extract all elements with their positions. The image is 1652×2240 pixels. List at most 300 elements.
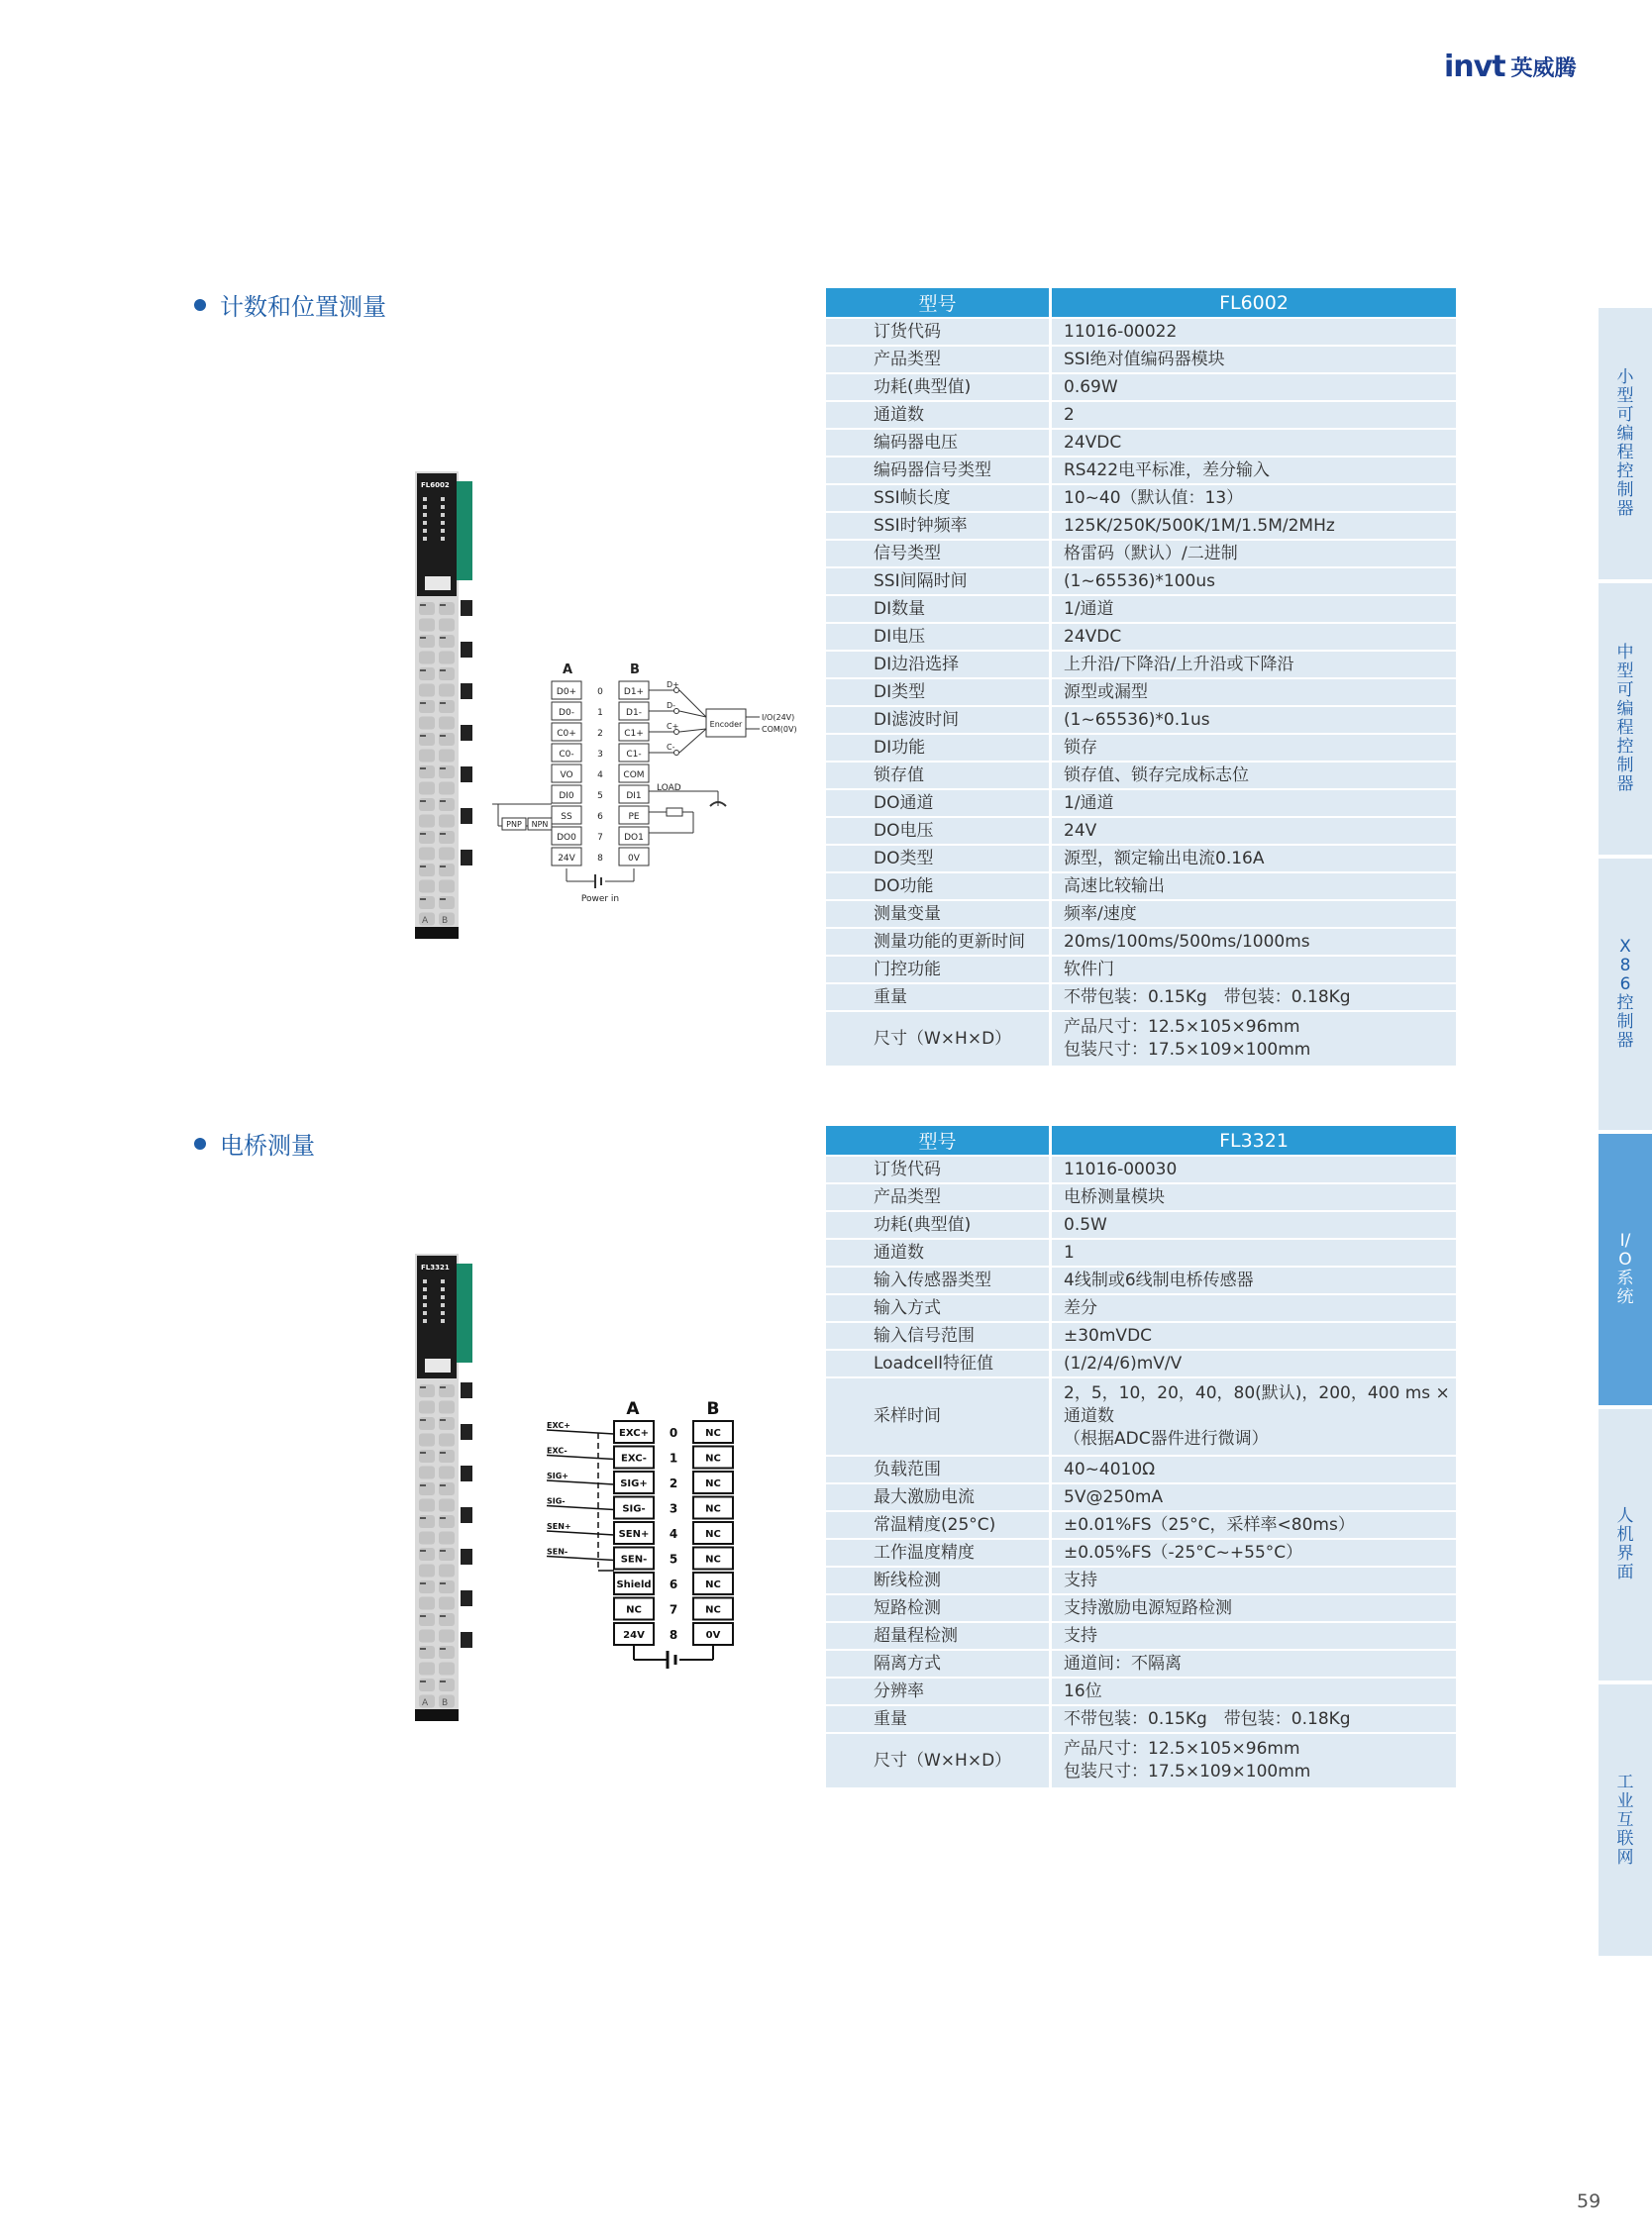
terminal-slot xyxy=(439,1548,455,1561)
table-row xyxy=(826,735,1456,763)
spec-value: 锁存值、锁存完成标志位 xyxy=(1052,763,1456,790)
terminal-marker xyxy=(440,800,446,802)
terminal-marker xyxy=(440,1419,446,1421)
terminal-slot xyxy=(419,1597,435,1610)
spec-label: 锁存值 xyxy=(826,763,1052,790)
terminal-slot xyxy=(439,798,455,811)
terminal-label-b: D1- xyxy=(626,708,642,718)
terminal-slot xyxy=(419,1417,435,1430)
terminal-number: 3 xyxy=(669,1501,678,1516)
terminal-number: 5 xyxy=(669,1552,678,1567)
terminal-slot xyxy=(439,864,455,876)
terminal-label-a: SEN+ xyxy=(618,1529,650,1540)
terminal-number: 8 xyxy=(669,1628,678,1642)
terminal-marker xyxy=(440,1582,446,1584)
table-row xyxy=(826,541,1456,568)
terminal-slot xyxy=(439,602,455,615)
spec-value-line: （根据ADC器件进行微调） xyxy=(1064,1429,1269,1449)
spec-value-line: 产品尺寸：12.5×105×96mm xyxy=(1064,1739,1300,1759)
terminal-label-a: EXC- xyxy=(621,1453,647,1465)
module-green-latch xyxy=(457,1264,472,1363)
spec-label: DI电压 xyxy=(826,624,1052,652)
table-row xyxy=(826,1012,1456,1068)
table-row xyxy=(826,929,1456,957)
terminal-marker xyxy=(440,1386,446,1388)
terminal-label-a: C0- xyxy=(559,750,574,760)
spec-label: 订货代码 xyxy=(826,1157,1052,1184)
terminal-label-b: 0V xyxy=(705,1630,721,1641)
side-tab-label: 人机界面 xyxy=(1616,1506,1634,1582)
wire xyxy=(547,1531,614,1535)
spec-value: SSI绝对值编码器模块 xyxy=(1052,347,1456,374)
side-connector xyxy=(461,642,472,658)
spec-value: 5V@250mA xyxy=(1052,1484,1456,1512)
spec-label: 门控功能 xyxy=(826,957,1052,984)
module-foot-label: A xyxy=(422,1698,429,1708)
spec-value: 高速比较输出 xyxy=(1052,873,1456,901)
table-row xyxy=(826,319,1456,347)
terminal-number: 4 xyxy=(669,1527,678,1541)
signal-label: D- xyxy=(667,701,676,710)
spec-value-line: 包装尺寸：17.5×109×100mm xyxy=(1064,1762,1311,1782)
wire xyxy=(547,1480,614,1484)
side-tab-hmi[interactable] xyxy=(1599,1409,1652,1680)
terminal-label-b: NC xyxy=(705,1478,721,1489)
table-row xyxy=(826,652,1456,679)
spec-label: SSI间隔时间 xyxy=(826,568,1052,596)
terminal-slot xyxy=(439,733,455,746)
spec-value: (1/2/4/6)mV/V xyxy=(1052,1351,1456,1378)
spec-label: 信号类型 xyxy=(826,541,1052,568)
spec-value: ±0.01%FS（25°C，采样率<80ms） xyxy=(1052,1512,1456,1540)
wire xyxy=(547,1557,614,1561)
spec-label: DI功能 xyxy=(826,735,1052,763)
led-indicator xyxy=(441,521,445,525)
side-connector xyxy=(461,1382,472,1398)
table-row xyxy=(826,1295,1456,1323)
table-row xyxy=(826,374,1456,402)
side-connector xyxy=(461,600,472,616)
terminal-slot xyxy=(419,1515,435,1528)
terminal-marker xyxy=(440,1484,446,1486)
terminal-slot xyxy=(419,1565,435,1578)
spec-label: DI类型 xyxy=(826,679,1052,707)
terminal-marker xyxy=(440,767,446,769)
terminal-slot xyxy=(439,1646,455,1659)
spec-label: 测量功能的更新时间 xyxy=(826,929,1052,957)
table-header-row xyxy=(826,1126,1456,1157)
terminal-marker xyxy=(420,604,426,606)
spec-label: 功耗(典型值) xyxy=(826,1212,1052,1240)
terminal-label-a: VO xyxy=(560,770,573,780)
spec-label: DI数量 xyxy=(826,596,1052,624)
side-tab-label: 小型可编程控制器 xyxy=(1616,367,1634,519)
table-row xyxy=(826,1651,1456,1679)
table-row xyxy=(826,513,1456,541)
side-tab-medium-plc[interactable] xyxy=(1599,583,1652,855)
header-model-label: 型号 xyxy=(826,1126,1052,1157)
terminal-marker xyxy=(420,1419,426,1421)
header-model-value: FL3321 xyxy=(1052,1126,1456,1157)
table-row xyxy=(826,1457,1456,1484)
terminal-marker xyxy=(440,637,446,639)
spec-value: 支持激励电源短路检测 xyxy=(1052,1595,1456,1623)
encoder-label: Encoder xyxy=(709,720,743,729)
side-tab-io-system[interactable] xyxy=(1599,1134,1652,1405)
table-row xyxy=(826,1157,1456,1184)
led-indicator xyxy=(423,497,427,501)
table-row xyxy=(826,707,1456,735)
spec-value: 1/通道 xyxy=(1052,790,1456,818)
terminal-slot xyxy=(439,1434,455,1447)
led-indicator xyxy=(441,1287,445,1291)
terminal-number: 3 xyxy=(597,750,603,760)
sensor-wire-label: SIG- xyxy=(547,1496,566,1506)
terminal-slot xyxy=(439,1450,455,1463)
spec-label: 重量 xyxy=(826,984,1052,1012)
led-indicator xyxy=(441,505,445,509)
terminal-slot xyxy=(439,619,455,632)
led-indicator xyxy=(423,505,427,509)
table-row xyxy=(826,1734,1456,1789)
terminal-slot xyxy=(419,733,435,746)
table-row xyxy=(826,1212,1456,1240)
spec-value: 支持 xyxy=(1052,1568,1456,1595)
terminal-slot xyxy=(439,1580,455,1593)
wire xyxy=(679,711,706,717)
terminal-label-b: DI1 xyxy=(626,791,642,801)
terminal-number: 1 xyxy=(597,708,603,718)
io-label: I/O(24V) xyxy=(762,713,795,722)
side-tab-label: X86控制器 xyxy=(1616,937,1634,1051)
terminal-slot xyxy=(439,1482,455,1495)
terminal-slot xyxy=(419,1401,435,1414)
side-tab-small-plc[interactable] xyxy=(1599,308,1652,579)
spec-label: 隔离方式 xyxy=(826,1651,1052,1679)
led-indicator xyxy=(441,497,445,501)
spec-value: 0.69W xyxy=(1052,374,1456,402)
spec-value: 1 xyxy=(1052,1240,1456,1268)
table-row xyxy=(826,1679,1456,1706)
terminal-slot xyxy=(439,717,455,730)
spec-value: 差分 xyxy=(1052,1295,1456,1323)
terminal-marker xyxy=(420,833,426,835)
terminal-number: 0 xyxy=(597,687,603,697)
terminal-slot xyxy=(439,1679,455,1691)
load-label: LOAD xyxy=(657,783,681,793)
spec-value: 11016-00022 xyxy=(1052,319,1456,347)
terminal-label-a: NC xyxy=(626,1604,642,1616)
spec-value: 24V xyxy=(1052,818,1456,846)
terminal-marker xyxy=(420,1582,426,1584)
table-row xyxy=(826,430,1456,458)
table-row xyxy=(826,873,1456,901)
spec-value: 11016-00030 xyxy=(1052,1157,1456,1184)
led-indicator xyxy=(423,1303,427,1307)
terminal-marker xyxy=(440,1615,446,1617)
terminal-label-b: PE xyxy=(628,812,640,822)
module-fl6002-image xyxy=(411,471,480,939)
sensor-wire-label: SEN- xyxy=(547,1547,568,1557)
brand-logo xyxy=(1444,50,1577,84)
side-tab-iiot[interactable] xyxy=(1599,1684,1652,1956)
terminal-marker xyxy=(440,1452,446,1454)
terminal-slot xyxy=(439,1630,455,1643)
terminal-label-a: Shield xyxy=(616,1579,652,1590)
table-row xyxy=(826,458,1456,485)
module-green-latch xyxy=(457,481,472,580)
terminal-slot xyxy=(439,815,455,828)
terminal-marker xyxy=(420,1648,426,1650)
terminal-marker xyxy=(420,1615,426,1617)
terminal-marker xyxy=(440,833,446,835)
terminal-label-a: D0- xyxy=(559,708,574,718)
spec-label: DO电压 xyxy=(826,818,1052,846)
table-row xyxy=(826,1351,1456,1378)
spec-value: 频率/速度 xyxy=(1052,901,1456,929)
spec-value: 0.5W xyxy=(1052,1212,1456,1240)
spec-value: 源型，额定输出电流0.16A xyxy=(1052,846,1456,873)
logo-chinese: 英威腾 xyxy=(1510,56,1577,81)
terminal-marker xyxy=(420,1386,426,1388)
table-row xyxy=(826,846,1456,873)
sensor-wire-label: EXC+ xyxy=(547,1421,570,1430)
terminal-slot xyxy=(439,1565,455,1578)
power-in-label: Power in xyxy=(580,894,620,904)
terminal-slot xyxy=(419,1384,435,1397)
spec-label: 尺寸（W×H×D） xyxy=(826,1012,1052,1068)
table-row xyxy=(826,957,1456,984)
spec-value: 电桥测量模块 xyxy=(1052,1184,1456,1212)
spec-label: DI滤波时间 xyxy=(826,707,1052,735)
wire xyxy=(547,1456,614,1460)
pnp-label: PNP xyxy=(506,820,522,829)
terminal-number: 1 xyxy=(669,1451,678,1466)
spec-label: DO功能 xyxy=(826,873,1052,901)
spec-label: 产品类型 xyxy=(826,1184,1052,1212)
terminal-slot xyxy=(439,1613,455,1626)
terminal-label-b: 0V xyxy=(628,854,640,864)
terminal-slot xyxy=(439,765,455,778)
terminal-marker xyxy=(420,1550,426,1552)
terminal-marker xyxy=(440,898,446,900)
spec-label: 工作温度精度 xyxy=(826,1540,1052,1568)
terminal-slot xyxy=(439,1597,455,1610)
table-header-row xyxy=(826,288,1456,319)
terminal-number: 6 xyxy=(597,812,603,822)
terminal-label-b: NC xyxy=(705,1529,721,1540)
section-title-bridge xyxy=(194,1126,315,1161)
terminal-slot xyxy=(419,1434,435,1447)
spec-value: 源型或漏型 xyxy=(1052,679,1456,707)
terminal-slot xyxy=(419,782,435,795)
terminal-number: 5 xyxy=(597,791,603,801)
terminal-slot xyxy=(439,700,455,713)
spec-label: 负载范围 xyxy=(826,1457,1052,1484)
table-row xyxy=(826,1323,1456,1351)
terminal-label-a: SEN- xyxy=(620,1554,648,1566)
terminal-slot xyxy=(439,1663,455,1676)
spec-table-fl6002 xyxy=(826,288,1456,1068)
npn-label: NPN xyxy=(531,820,549,829)
table-row xyxy=(826,763,1456,790)
side-tab-x86[interactable] xyxy=(1599,859,1652,1130)
spec-value: 上升沿/下降沿/上升沿或下降沿 xyxy=(1052,652,1456,679)
terminal-marker xyxy=(440,702,446,704)
table-row xyxy=(826,568,1456,596)
terminal-label-a: 24V xyxy=(558,854,575,864)
spec-value: 16位 xyxy=(1052,1679,1456,1706)
terminal-marker xyxy=(440,1517,446,1519)
terminal-marker xyxy=(440,604,446,606)
led-indicator xyxy=(441,1279,445,1283)
sensor-wire-label: EXC- xyxy=(547,1446,568,1456)
signal-label: C- xyxy=(667,743,675,752)
terminal-label-b: D1+ xyxy=(623,687,645,697)
page-number: 59 xyxy=(1577,2190,1601,2212)
terminal-slot xyxy=(419,1630,435,1643)
spec-label: 功耗(典型值) xyxy=(826,374,1052,402)
section-title-counting xyxy=(194,287,386,322)
terminal-slot xyxy=(439,1532,455,1545)
terminal-slot xyxy=(419,880,435,893)
terminal-label-b: COM xyxy=(623,770,645,780)
table-row xyxy=(826,901,1456,929)
spec-table-fl3321 xyxy=(826,1126,1456,1789)
side-connector xyxy=(461,725,472,741)
table-row xyxy=(826,402,1456,430)
terminal-slot xyxy=(439,1515,455,1528)
led-indicator xyxy=(441,513,445,517)
spec-value: 格雷码（默认）/二进制 xyxy=(1052,541,1456,568)
terminal-marker xyxy=(420,1484,426,1486)
terminal-number: 6 xyxy=(669,1578,678,1591)
bullet-icon xyxy=(194,299,206,311)
column-a-label: A xyxy=(626,1399,640,1419)
terminal-slot xyxy=(419,1580,435,1593)
terminal-slot xyxy=(439,667,455,680)
table-row xyxy=(826,624,1456,652)
terminal-slot xyxy=(419,798,435,811)
terminal-slot xyxy=(419,1663,435,1676)
spec-value: 10~40（默认值：13） xyxy=(1052,485,1456,513)
table-row xyxy=(826,1623,1456,1651)
spec-label: DI边沿选择 xyxy=(826,652,1052,679)
led-indicator xyxy=(423,537,427,541)
spec-value: 不带包装：0.15Kg 带包装：0.18Kg xyxy=(1052,1706,1456,1734)
sensor-wire-label: SIG+ xyxy=(547,1472,569,1480)
terminal-slot xyxy=(419,1450,435,1463)
spec-value: 40~4010Ω xyxy=(1052,1457,1456,1484)
terminal-label-b: DO1 xyxy=(624,833,644,843)
spec-value xyxy=(1052,1378,1456,1457)
spec-label: 编码器信号类型 xyxy=(826,458,1052,485)
side-connector xyxy=(461,1632,472,1648)
terminal-marker xyxy=(420,865,426,867)
terminal-marker xyxy=(440,865,446,867)
terminal-slot xyxy=(419,831,435,844)
side-connector xyxy=(461,850,472,865)
terminal-number: 7 xyxy=(669,1602,678,1617)
terminal-label-a: SIG+ xyxy=(620,1478,648,1489)
terminal-slot xyxy=(419,765,435,778)
module-foot-label: A xyxy=(422,916,429,926)
led-indicator xyxy=(441,1319,445,1323)
terminal-slot xyxy=(419,896,435,909)
signal-label: D+ xyxy=(667,680,679,689)
module-model-label: FL6002 xyxy=(421,481,450,489)
terminal-marker xyxy=(420,767,426,769)
table-row xyxy=(826,1512,1456,1540)
table-row xyxy=(826,1184,1456,1212)
terminal-slot xyxy=(439,848,455,861)
spec-value xyxy=(1052,1734,1456,1789)
spec-label: 输入方式 xyxy=(826,1295,1052,1323)
terminal-slot xyxy=(419,1482,435,1495)
led-indicator xyxy=(423,513,427,517)
led-indicator xyxy=(423,521,427,525)
spec-label: 短路检测 xyxy=(826,1595,1052,1623)
led-indicator xyxy=(423,1311,427,1315)
spec-value: 软件门 xyxy=(1052,957,1456,984)
terminal-slot xyxy=(439,782,455,795)
wiring-diagram-fl3321 xyxy=(543,1396,751,1674)
spec-value: (1~65536)*0.1us xyxy=(1052,707,1456,735)
terminal-slot xyxy=(419,717,435,730)
led-indicator xyxy=(441,537,445,541)
terminal-slot xyxy=(419,864,435,876)
spec-value-line: 2，5，10，20，40，80(默认)，200，400 ms × 通道数 xyxy=(1064,1383,1450,1426)
wiring-diagram-fl6002 xyxy=(490,658,807,907)
terminal-marker xyxy=(420,1680,426,1682)
spec-value: 2 xyxy=(1052,402,1456,430)
terminal-slot xyxy=(419,750,435,763)
terminal-marker xyxy=(440,669,446,671)
led-indicator xyxy=(423,1319,427,1323)
side-tab-label: 工业互联网 xyxy=(1616,1772,1634,1868)
terminal-label-b: C1+ xyxy=(624,729,644,739)
spec-value: 支持 xyxy=(1052,1623,1456,1651)
side-connector xyxy=(461,1549,472,1565)
terminal-slot xyxy=(419,1532,435,1545)
terminal-marker xyxy=(440,1648,446,1650)
terminal-slot xyxy=(439,1417,455,1430)
side-connector xyxy=(461,808,472,824)
spec-label: 重量 xyxy=(826,1706,1052,1734)
spec-label: 常温精度(25°C) xyxy=(826,1512,1052,1540)
spec-label: 采样时间 xyxy=(826,1378,1052,1457)
table-row xyxy=(826,596,1456,624)
module-release-tab xyxy=(425,576,451,590)
column-b-label: B xyxy=(706,1399,720,1419)
column-b-label: B xyxy=(630,662,640,677)
spec-value: 1/通道 xyxy=(1052,596,1456,624)
terminal-label-b: NC xyxy=(705,1554,721,1566)
spec-value: 24VDC xyxy=(1052,430,1456,458)
bullet-icon xyxy=(194,1138,206,1150)
spec-label: SSI帧长度 xyxy=(826,485,1052,513)
terminal-slot xyxy=(419,1679,435,1691)
terminal-number: 8 xyxy=(597,854,603,864)
terminal-slot xyxy=(419,1646,435,1659)
spec-label: 编码器电压 xyxy=(826,430,1052,458)
terminal-label-b: NC xyxy=(705,1604,721,1616)
spec-value: 20ms/100ms/500ms/1000ms xyxy=(1052,929,1456,957)
load-resistor xyxy=(667,808,682,816)
spec-value: 通道间：不隔离 xyxy=(1052,1651,1456,1679)
com-label: COM(0V) xyxy=(762,725,797,734)
side-tab-label: 中型可编程控制器 xyxy=(1616,643,1634,794)
